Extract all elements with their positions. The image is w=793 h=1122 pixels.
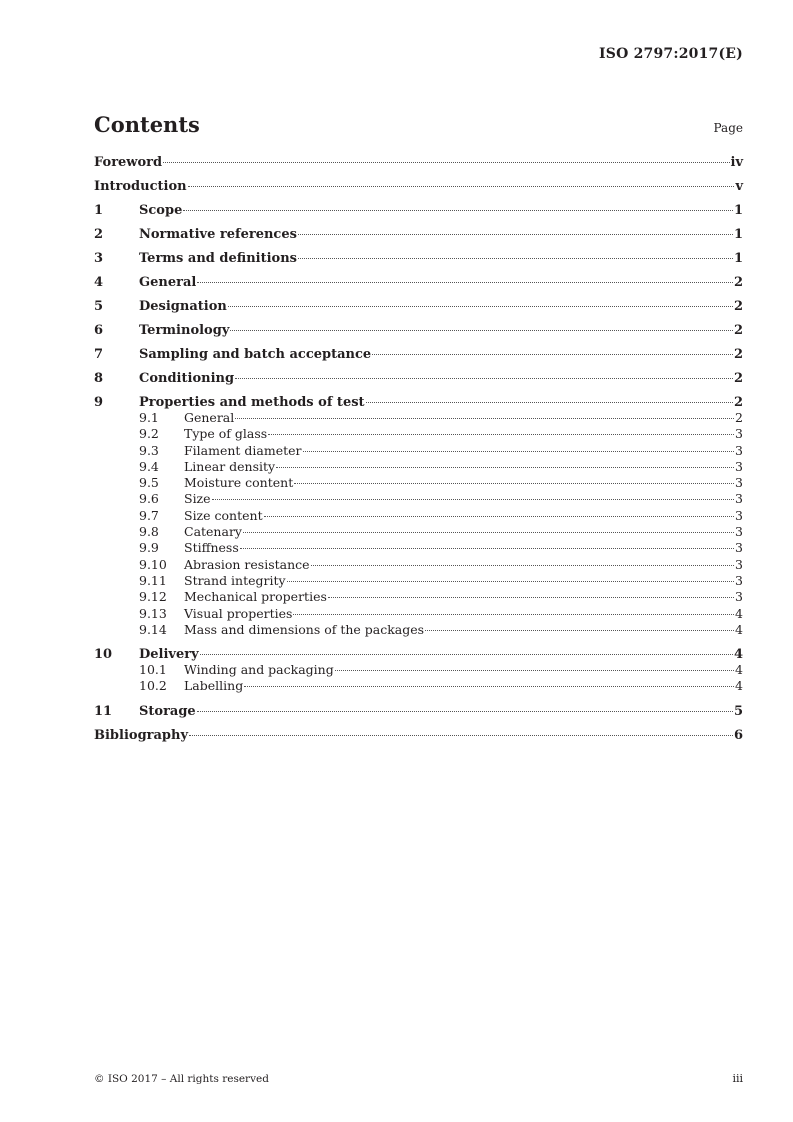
toc-entry-title: Filament diameter	[184, 442, 302, 458]
toc-entry-title: Visual properties	[184, 605, 293, 621]
toc-entry-title: Stiffness	[184, 540, 239, 556]
toc-entry-page: 4	[733, 647, 743, 663]
toc-entry-page: 2	[733, 299, 743, 314]
toc-entry-number: 3	[94, 251, 104, 266]
toc-entry-title: Conditioning	[139, 371, 235, 386]
toc-entry-page: 3	[735, 426, 743, 442]
toc-entry-title: Scope	[139, 203, 183, 218]
dot-leader	[163, 162, 729, 163]
toc-entry-title: Size	[184, 491, 211, 507]
toc-entry-title: Winding and packaging	[184, 662, 334, 678]
toc-entry[interactable]	[94, 203, 743, 218]
toc-entry-number: 9.2	[139, 426, 159, 442]
toc-entry-page: 1	[733, 203, 743, 218]
toc-entry-page: 4	[735, 621, 743, 637]
toc-entry-title: Properties and methods of test	[139, 395, 365, 410]
toc-entry-page: 4	[735, 662, 743, 678]
toc-entry-page: 2	[733, 347, 743, 362]
toc-entry-page: 3	[735, 524, 743, 540]
toc-entry-page: 3	[735, 442, 743, 458]
toc-entry-number: 9.5	[139, 475, 159, 491]
toc-entry-number: 9.14	[139, 621, 167, 637]
toc-entry-number: 7	[94, 347, 104, 362]
toc-entry-page: v	[735, 179, 743, 194]
toc-entry-number: 1	[94, 203, 104, 218]
toc-entry-page: 4	[735, 605, 743, 621]
toc-entry-page: 3	[735, 589, 743, 605]
toc-entry-page: 3	[735, 540, 743, 556]
toc-entry-number: 10.2	[139, 678, 167, 694]
toc-entry-number: 2	[94, 227, 104, 242]
toc-entry[interactable]	[94, 589, 743, 605]
dot-leader	[287, 581, 734, 582]
dot-leader	[335, 670, 734, 671]
toc-entry-number: 9	[94, 395, 104, 410]
dot-leader	[425, 630, 734, 631]
toc-entry-title: Bibliography	[94, 727, 189, 743]
toc-entry-title: Strand integrity	[184, 572, 286, 588]
toc-entry-page: 2	[733, 323, 743, 338]
dot-leader	[188, 186, 735, 187]
toc-entry-title: Size content	[184, 507, 263, 523]
toc-entry[interactable]	[94, 155, 743, 170]
toc-entry-title: Introduction	[94, 179, 187, 194]
toc-entry-title: Abrasion resistance	[184, 556, 310, 572]
toc-entry-title: Normative references	[139, 227, 297, 242]
toc-entry-number: 10	[94, 647, 113, 663]
dot-leader	[372, 354, 733, 355]
dot-leader	[183, 210, 733, 211]
toc-entry-title: General	[184, 410, 235, 425]
toc-entry-title: Moisture content	[184, 475, 294, 491]
dot-leader	[298, 258, 733, 259]
toc-entry[interactable]	[94, 662, 743, 678]
dot-leader	[311, 565, 735, 566]
toc-entry[interactable]	[94, 491, 743, 507]
dot-leader	[200, 654, 733, 655]
toc-entry-page: 3	[735, 491, 743, 507]
toc-entry-number: 9.13	[139, 605, 167, 621]
toc-entry-number: 4	[94, 275, 104, 290]
toc-entry-title: Mechanical properties	[184, 589, 327, 605]
dot-leader	[244, 686, 734, 687]
toc-entry[interactable]	[94, 704, 743, 719]
dot-leader	[293, 614, 734, 615]
toc-entry[interactable]	[94, 647, 743, 662]
toc-entry[interactable]	[94, 371, 743, 386]
toc-entry[interactable]	[94, 678, 743, 694]
toc-entry-title: Mass and dimensions of the packages	[184, 621, 425, 637]
dot-leader	[298, 234, 733, 235]
contents-title-row	[94, 112, 743, 137]
dot-leader	[212, 499, 735, 500]
toc-entry[interactable]	[94, 557, 743, 573]
toc-entry-title: Labelling	[184, 678, 244, 694]
dot-leader	[303, 451, 735, 452]
toc-entry-page: 1	[733, 227, 743, 242]
toc-entry-page: 3	[735, 507, 743, 523]
toc-entry-number: 11	[94, 703, 113, 719]
toc-entry-number: 9.6	[139, 491, 159, 507]
toc-entry-page: 2	[733, 395, 743, 410]
toc-entry[interactable]	[94, 426, 743, 442]
page-title: Contents	[94, 112, 200, 137]
dot-leader	[264, 516, 734, 517]
document-reference: ISO 2797:2017(E)	[599, 46, 743, 62]
toc-entry-page: 3	[735, 458, 743, 474]
toc-entry[interactable]	[94, 251, 743, 266]
toc-entry-page: 3	[735, 556, 743, 572]
toc-entry[interactable]	[94, 524, 743, 540]
toc-entry-number: 5	[94, 299, 104, 314]
dot-leader	[197, 711, 733, 712]
toc-entry-title: Foreword	[94, 155, 163, 170]
toc-entry-page: iv	[730, 155, 743, 170]
toc-entry-title: Catenary	[184, 524, 242, 540]
toc-entry-number: 9.12	[139, 589, 167, 605]
toc-entry[interactable]	[94, 227, 743, 242]
toc-entry-title: Terms and definitions	[139, 251, 297, 266]
toc-entry[interactable]	[94, 459, 743, 475]
toc-entry-number: 9.11	[139, 572, 167, 588]
dot-leader	[328, 597, 734, 598]
toc-entry-number: 6	[94, 323, 104, 338]
toc-entry-number: 9.10	[139, 556, 167, 572]
toc-entry[interactable]	[94, 606, 743, 622]
toc-entry[interactable]	[94, 299, 743, 314]
dot-leader	[235, 378, 733, 379]
table-of-contents	[94, 155, 743, 743]
toc-entry[interactable]	[94, 323, 743, 338]
toc-entry[interactable]	[94, 395, 743, 410]
dot-leader	[197, 282, 733, 283]
toc-entry[interactable]	[94, 275, 743, 290]
toc-entry-number: 9.8	[139, 524, 159, 540]
toc-entry-title: Linear density	[184, 458, 276, 474]
toc-entry-page: 2	[735, 410, 743, 425]
toc-entry-page: 6	[733, 727, 743, 743]
dot-leader	[268, 434, 734, 435]
toc-entry[interactable]	[94, 508, 743, 524]
toc-entry-page: 4	[735, 678, 743, 694]
dot-leader	[276, 467, 734, 468]
toc-entry-number: 9.9	[139, 540, 159, 556]
page-column-label: Page	[713, 121, 743, 135]
toc-entry[interactable]	[94, 622, 743, 638]
toc-entry-page: 2	[733, 371, 743, 386]
toc-entry[interactable]	[94, 347, 743, 362]
toc-entry-page: 1	[733, 251, 743, 266]
toc-entry[interactable]	[94, 443, 743, 459]
copyright-notice: © ISO 2017 – All rights reserved	[94, 1073, 269, 1085]
toc-entry-page: 3	[735, 572, 743, 588]
toc-entry[interactable]	[94, 728, 743, 743]
toc-entry-number: 9.4	[139, 458, 159, 474]
toc-entry[interactable]	[94, 573, 743, 589]
toc-entry-number: 9.3	[139, 442, 159, 458]
toc-entry[interactable]	[94, 540, 743, 556]
dot-leader	[230, 330, 733, 331]
dot-leader	[235, 418, 734, 419]
toc-entry-title: Delivery	[139, 647, 199, 663]
toc-entry-number: 9.7	[139, 507, 159, 523]
dot-leader	[189, 735, 733, 736]
toc-entry-title: Type of glass	[184, 426, 268, 442]
toc-entry[interactable]	[94, 179, 743, 194]
toc-entry-page: 3	[735, 475, 743, 491]
dot-leader	[294, 483, 734, 484]
toc-entry-title: Terminology	[139, 323, 230, 338]
toc-entry-number: 10.1	[139, 662, 167, 678]
page-number: iii	[732, 1072, 743, 1085]
toc-entry-title: Storage	[139, 703, 196, 719]
dot-leader	[240, 548, 734, 549]
dot-leader	[228, 306, 733, 307]
toc-entry-page: 5	[733, 703, 743, 719]
toc-entry-number: 8	[94, 371, 104, 386]
dot-leader	[243, 532, 734, 533]
dot-leader	[366, 402, 733, 403]
toc-entry-title: Designation	[139, 299, 227, 314]
toc-entry-title: General	[139, 275, 197, 290]
toc-entry[interactable]	[94, 410, 743, 426]
toc-entry-number: 9.1	[139, 410, 159, 425]
toc-entry-page: 2	[733, 275, 743, 290]
toc-entry-title: Sampling and batch acceptance	[139, 347, 372, 362]
toc-entry[interactable]	[94, 475, 743, 491]
